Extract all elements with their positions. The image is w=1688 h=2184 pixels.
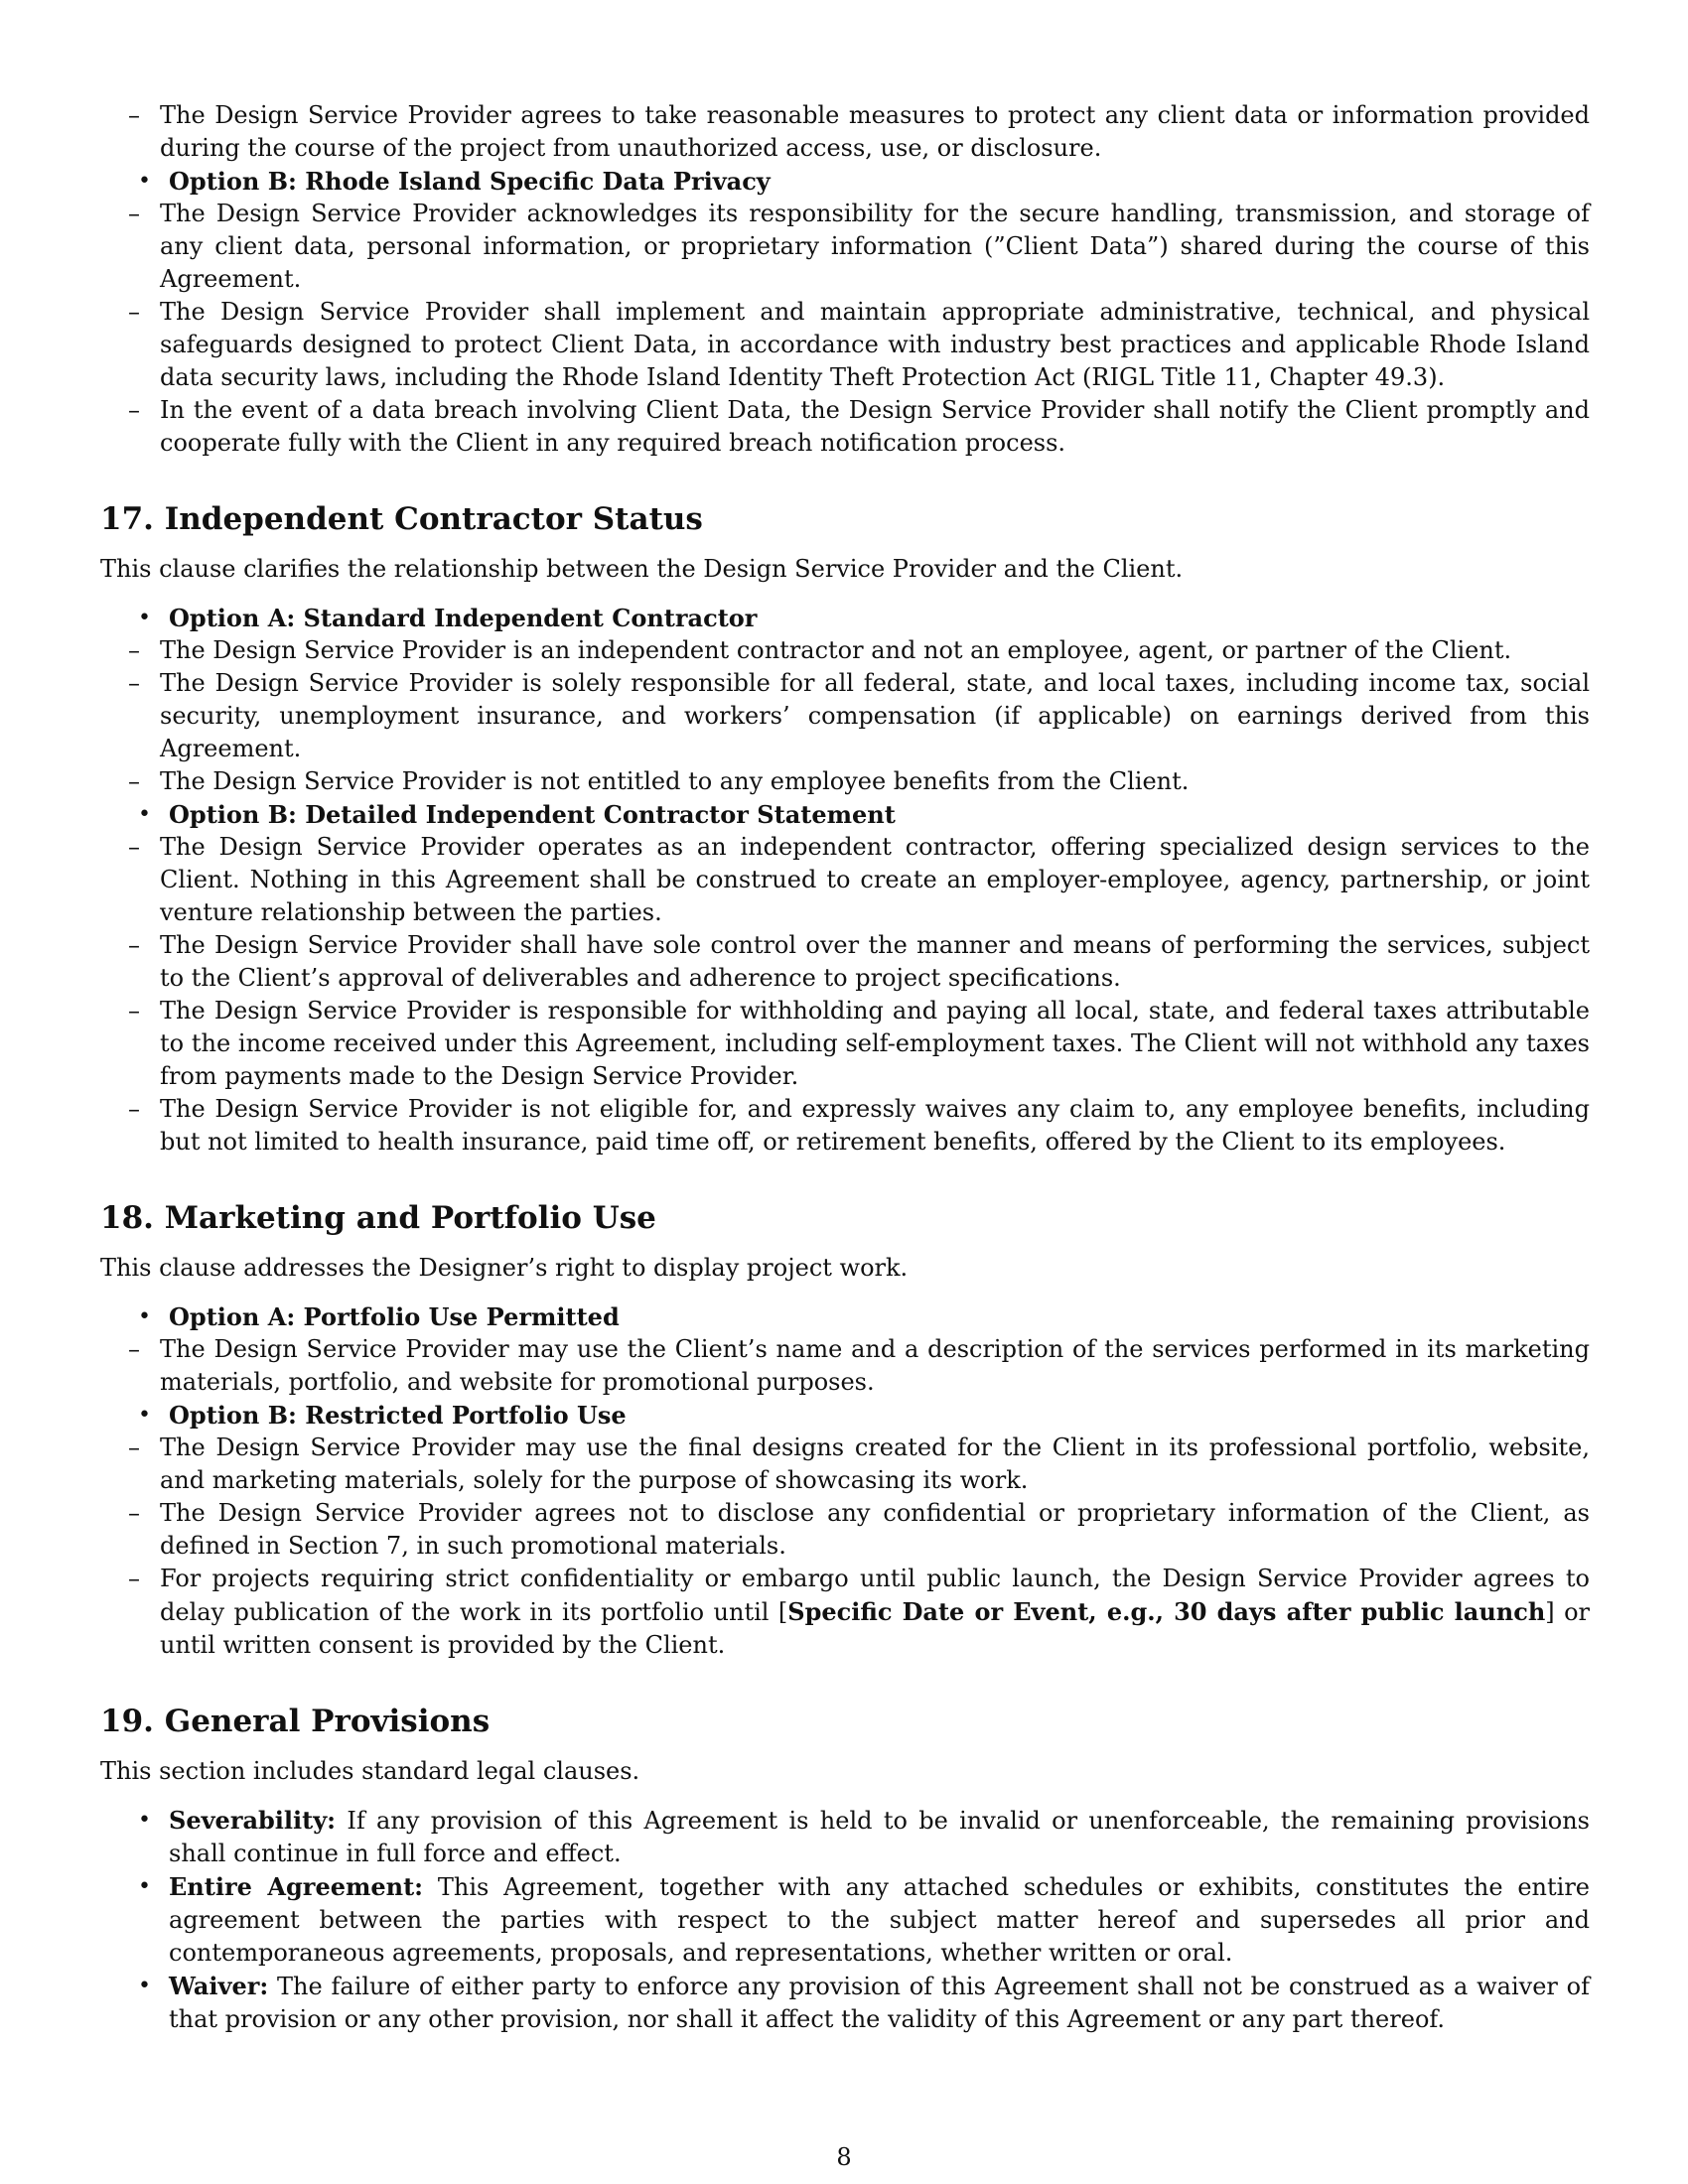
section-17-options-b [100,798,1590,831]
section-18-options-b [100,1399,1590,1432]
option-b-16-items [100,198,1590,460]
option-a-18-items [100,1333,1590,1399]
option-b-16 [100,165,1590,198]
section-16-options [100,165,1590,198]
section-19-intro: This section includes standard legal clauses. [100,1757,640,1785]
option-b-18: • Option B: Restricted Portfolio Use [100,1399,1590,1432]
list-item: – The Design Service Provider shall implement and maintain appropriate administrative, technical, and physical safeguards designed to protect Client Data, in accordance with industry best practices and applicable Rhode Island data security laws, including the Rhode Island Identity Theft Protection Act (RIGL Title 11, Chapter 49.3). [128,298,1590,391]
option-a-17: • Option A: Standard Independent Contractor [100,602,1590,634]
section-17-heading: 17. Independent Contractor Status [100,501,703,537]
option-b-17-items [100,831,1590,1159]
option-title: Option A: Standard Independent Contractor [169,604,758,632]
section-18-heading: 18. Marketing and Portfolio Use [100,1200,656,1236]
list-item: – The Design Service Provider is responsible for withholding and paying all local, state, and federal taxes attributable to the income received under this Agreement, including self-employment taxes. The Client will not withhold any taxes from payments made to the Design Service Provider. [128,997,1590,1090]
provision-entire-agreement: • Entire Agreement: This Agreement, together with any attached schedules or exhibits, constitutes the entire agreement between the parties with respect to the subject matter hereof and supersedes all prior and contemporaneous agreements, proposals, and representations, whether written or oral. [138,1872,1590,1967]
option-title: Option A: Portfolio Use Permitted [169,1302,620,1331]
option-b-17: • Option B: Detailed Independent Contractor Statement [100,798,1590,831]
provisions-list [100,1804,1590,2036]
list-item: – The Design Service Provider agrees to take reasonable measures to protect any client data or information provided during the course of the project from unauthorized access, use, or disclosure. [128,101,1590,162]
list-item: – The Design Service Provider may use the Client’s name and a description of the services performed in its marketing materials, portfolio, and website for promotional purposes. [128,1335,1590,1396]
option-b-18-items [100,1432,1590,1662]
section-18-options [100,1300,1590,1333]
section-19-heading: 19. General Provisions [100,1704,491,1739]
list-item: – For projects requiring strict confidentiality or embargo until public launch, the Design Service Provider agrees to delay publication of the work in its portfolio until [Specific Date or Event, e.g., 30 days after public launch] or until written consent is provided by the Client. [128,1565,1590,1659]
list-item: – The Design Service Provider is solely responsible for all federal, state, and local taxes, including income tax, social security, unemployment insurance, and workers’ compensation (if applicable) on earnings derived from this Agreement. [128,669,1590,762]
list-item: – The Design Service Provider operates as an independent contractor, offering specialized design services to the Client. Nothing in this Agreement shall be construed to create an employer-employee, agency, partnership, or joint venture relationship between the parties. [128,833,1590,926]
list-item: – The Design Service Provider may use the final designs created for the Client in its professional portfolio, website, and marketing materials, solely for the purpose of showcasing its work. [128,1433,1590,1494]
section-17-intro: This clause clarifies the relationship between the Design Service Provider and the Client. [100,555,1184,583]
page-content [100,99,1590,2036]
list-item: – In the event of a data breach involving Client Data, the Design Service Provider shall notify the Client promptly and cooperate fully with the Client in any required breach notification process. [128,396,1590,457]
list-item: – The Design Service Provider is not entitled to any employee benefits from the Client. [128,767,1190,795]
section-18-intro: This clause addresses the Designer’s right to display project work. [100,1254,909,1282]
list-item: – The Design Service Provider shall have sole control over the manner and means of performing the services, subject to the Client’s approval of deliverables and adherence to project specifications. [128,931,1590,992]
bullet-marker: • [138,169,151,194]
option-a-16-items [100,99,1590,165]
provision-severability: • Severability: If any provision of this Agreement is held to be invalid or unenforceable, the remaining provisions shall continue in full force and effect. [138,1806,1590,1867]
provision-waiver: • Waiver: The failure of either party to enforce any provision of this Agreement shall not be construed as a waiver of that provision or any other provision, nor shall it affect the validity of this Agreement or any part thereof. [138,1972,1590,2033]
option-title: Option B: Detailed Independent Contractor Statement [169,800,896,829]
placeholder-text: Specific Date or Event, e.g., 30 days after public launch [787,1597,1546,1626]
list-item: – The Design Service Provider acknowledges its responsibility for the secure handling, transmission, and storage of any client data, personal information, or proprietary information (”Client Data”) shared during the course of this Agreement. [128,200,1590,293]
section-17-options [100,602,1590,634]
dash-marker: – [128,101,140,129]
page-number: 8 [836,2143,852,2171]
list-item: – The Design Service Provider is an independent contractor and not an employee, agent, or partner of the Client. [128,636,1512,664]
list-item: – The Design Service Provider is not eligible for, and expressly waives any claim to, any employee benefits, including but not limited to health insurance, paid time off, or retirement benefits, offered by the Client to its employees. [128,1095,1590,1156]
option-a-17-items [100,634,1590,798]
option-title: Option B: Rhode Island Specific Data Privacy [169,167,771,196]
list-item: – The Design Service Provider agrees not to disclose any confidential or proprietary information of the Client, as defined in Section 7, in such promotional materials. [128,1499,1590,1560]
option-title: Option B: Restricted Portfolio Use [169,1401,627,1430]
option-a-18: • Option A: Portfolio Use Permitted [100,1300,1590,1333]
